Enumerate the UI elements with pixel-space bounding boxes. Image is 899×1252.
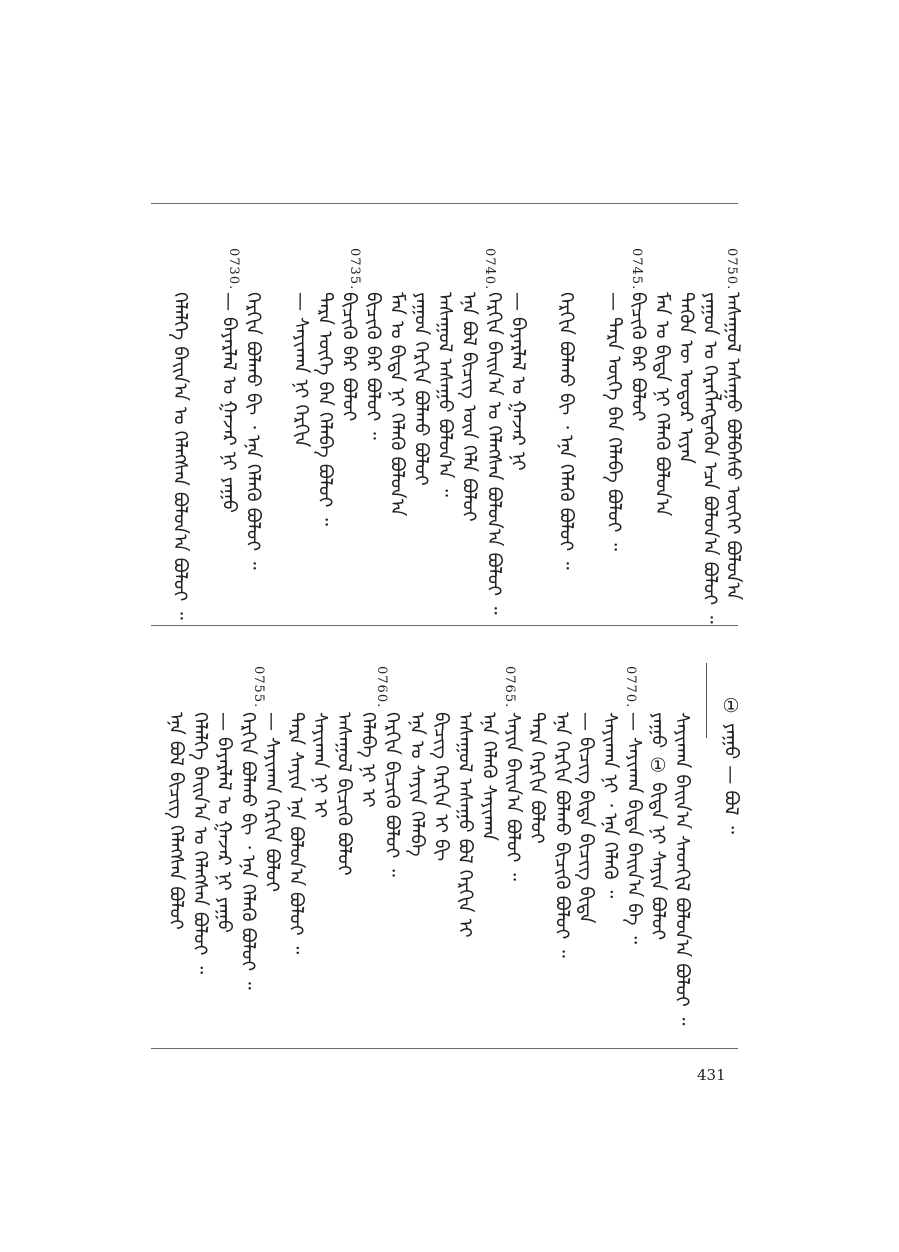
text-line: ᠰᠠᠶᠢᠬᠠᠨ ᠨᠢ ᠢ [309,712,331,819]
text-line: ᠲᠡᠷᠡ ᠬᠡᠷᠬᠢᠨ ᠪᠣᠯᠤᠢ [526,712,548,844]
line-number-0765: 0765. [502,666,517,709]
text-line: ᠬᠡᠯᠡᠯᠭᠡ ᠪᠠᠢᠨ᠎ᠠ ᠤ ᠬᠡᠯᠡᠭᠰᠡᠨ ᠪᠣᠯᠤᠢ ᠃ [189,712,211,974]
text-line: ᠮᠠᠨ ᠤ ᠪᠢᠳᠡ ᠨᠢ ᠬᠡᠯᠡᠬᠦ ᠪᠣᠯᠤᠨ᠎ᠠ [386,292,408,517]
text-line: ᠡᠨᠡ ᠪᠣᠯ ᠪᠢᠴᠢᠭ ᠬᠡᠯᠡᠭᠰᠡᠨ ᠪᠣᠯᠤᠢ [165,712,187,930]
text-line: ᠪᠢᠴᠢᠬᠦ ᠪᠡᠷ ᠪᠣᠯᠤᠢ [627,292,649,422]
text-line: ᠬᠡᠯᠡᠪᠡ ᠨᠢ ᠢ [357,712,379,808]
text-line: ᠶᠠᠭᠤᠨ ᠤ ᠬᠡᠷᠡᠭᠯᠡᠭᠳᠡᠬᠦᠨ ᠡᠴᠡ ᠪᠣᠯᠤᠨ᠎ᠠ ᠪᠣᠯᠤᠢ ᠃ [699,292,721,624]
text-line: — ᠰᠠᠶᠢᠬᠠᠨ ᠬᠡᠷᠬᠢᠨ ᠪᠣᠯᠤᠢ [261,712,283,893]
middle-rule [151,625,738,626]
text-line: ᠪᠢᠴᠢᠭ ᠬᠡᠷᠬᠢᠨ ᠢ ᠪᠢ [430,712,452,862]
text-line: ᠪᠢᠴᠢᠬᠦ ᠪᠡᠷ ᠪᠣᠯᠤᠢ ᠃ [362,292,384,440]
line-number-0755: 0755. [251,666,266,709]
text-line: ᠡᠨᠡ ᠤ ᠰᠠᠶᠢᠨ ᠬᠡᠯᠡᠪᠡ [406,712,428,857]
text-line: ᠬᠡᠷᠬᠢᠨ ᠪᠠᠢᠨ᠎ᠠ ᠤ ᠬᠡᠯᠡᠭᠰᠡᠨ ᠪᠣᠯᠤᠨ᠎ᠠ ᠪᠣᠯᠤᠢ ᠃ [483,292,505,615]
text-line: — ᠪᠠᠶᠠᠷᠯᠠᠯ ᠤ ᠭᠠᠵᠠᠷ ᠨᠢ [507,292,529,471]
line-number-0760: 0760. [374,666,389,709]
text-line: ᠬᠡᠯᠡᠯᠭᠡ ᠪᠠᠢᠨ᠎ᠠ ᠤ ᠬᠡᠯᠡᠭᠰᠡᠨ ᠪᠣᠯᠤᠨ᠎ᠠ ᠪᠣᠯᠤᠢ ᠃ [169,292,191,620]
text-line: ᠠᠰᠠᠭᠤᠯ ᠠᠰᠠᠭᠤ ᠪᠣᠯᠪᠠᠰᠤ ᠦᠭᠡᠢ ᠪᠣᠯᠤᠨ᠎ᠠ [722,292,744,601]
line-number-0730: 0730. [226,248,241,291]
text-line: ᠲᠡᠷᠡ ᠰᠠᠶᠢᠨ ᠡᠨᠡ ᠪᠣᠯᠤᠨ᠎ᠠ ᠪᠣᠯᠤᠢ ᠃ [285,712,307,955]
text-line: ᠰᠠᠶᠢᠨ ᠪᠠᠢᠨ᠎ᠠ ᠪᠣᠯᠤᠢ ᠃ [502,712,524,881]
text-line: ᠶᠠᠭᠤ ① ᠪᠢᠳᠡ ᠨᠢ ᠰᠠᠶᠢᠨ ᠪᠣᠯᠤᠢ [647,712,669,941]
text-line: — ᠲᠡᠷᠡ ᠦᠭᠡ ᠪᠠᠨ ᠬᠡᠯᠡᠪᠡ ᠪᠣᠯᠤᠢ ᠃ [603,292,625,551]
text-line: ᠬᠡᠷᠬᠢᠨ ᠪᠢᠴᠢᠬᠦ ᠪᠣᠯᠤᠢ ᠃ [381,712,403,877]
text-line: ᠡᠨᠡ ᠬᠡᠯᠡᠬᠦ ᠰᠠᠶᠢᠬᠠᠨ [478,712,500,841]
text-line: ᠪᠢᠴᠢᠬᠦ ᠪᠡᠷ ᠪᠣᠯᠤᠢ [338,292,360,422]
text-line: ᠡᠨᠡ ᠪᠣᠯ ᠪᠢᠴᠢᠭ᠌ ᠦᠨ ᠬᠡᠯᠡ ᠪᠣᠯᠤᠢ [458,292,480,522]
line-number-0735: 0735. [347,248,362,291]
line-number-0750: 0750. [724,248,739,291]
text-line: ᠠᠰᠠᠭᠤᠯ ᠠᠰᠠᠭᠤ ᠪᠣᠯᠤᠨ᠎ᠠ ᠃ [434,292,456,497]
text-line: ᠮᠠᠨ ᠤ ᠪᠢᠳᠡ ᠨᠢ ᠬᠡᠯᠡᠬᠦ ᠪᠣᠯᠤᠨ᠎ᠠ [651,292,673,517]
footnote-rule [706,663,707,738]
text-line: — ᠪᠢᠴᠢᠭ ᠪᠢᠳᠡ ᠪᠢᠴᠢᠭ ᠪᠢᠳᠡ [575,712,597,924]
text-line: ᠠᠰᠠᠭᠤᠯ ᠪᠢᠴᠢᠬᠦ ᠪᠣᠯᠤᠢ [333,712,355,876]
text-line: ᠡᠨᠡ ᠬᠡᠷᠬᠢᠨ ᠪᠣᠯᠬᠤ ᠪᠢᠴᠢᠬᠦ ᠪᠣᠯᠤᠢ ᠃ [551,712,573,958]
footnote-text: ① ᠶᠠᠭᠤ — ᠪᠣᠯ ᠃ [720,695,742,834]
text-line: ᠬᠡᠷᠬᠢᠨ ᠪᠣᠯᠬᠤ ᠪᠢ ᠂ ᠡᠨᠡ ᠬᠡᠯᠡᠬᠦ ᠪᠣᠯᠤᠢ ᠃ [237,712,259,990]
text-line: — ᠰᠠᠶᠢᠬᠠᠨ ᠨᠢ ᠬᠡᠷᠬᠢᠨ [290,292,312,448]
text-line: ᠬᠡᠷᠬᠢᠨ ᠪᠣᠯᠬᠤ ᠪᠢ ᠂ ᠡᠨᠡ ᠬᠡᠯᠡᠬᠦ ᠪᠣᠯᠤᠢ ᠃ [555,292,577,570]
text-line: ᠬᠡᠷᠬᠢᠨ ᠪᠣᠯᠬᠤ ᠪᠢ ᠂ ᠡᠨᠡ ᠬᠡᠯᠡᠬᠦ ᠪᠣᠯᠤᠢ ᠃ [242,292,264,570]
text-line: ᠰᠠᠶᠢᠬᠠᠨ ᠨᠢ ᠂ ᠡᠨᠡ ᠬᠡᠯᠡᠬᠦ ᠃ [599,712,621,899]
line-number-0740: 0740. [482,248,497,291]
text-line: — ᠪᠠᠶᠠᠷᠯᠠᠯ ᠤ ᠭᠠᠵᠠᠷ ᠨᠢ ᠶᠠᠭᠤ [218,292,240,513]
line-number-0770: 0770. [623,666,638,709]
page-number: 431 [697,1066,726,1084]
line-number-0745: 0745. [629,248,644,291]
text-line: — ᠰᠠᠶᠢᠬᠠᠨ ᠪᠢᠳᠡ ᠪᠠᠢᠨ᠎ᠠ ᠪᠠ ᠃ [623,712,645,945]
text-line: ᠰᠠᠶᠢᠬᠠᠨ ᠪᠠᠢᠨ᠎ᠠ ᠰᠡᠳᠬᠢᠯ ᠪᠣᠯᠤᠨ᠎ᠠ ᠪᠣᠯᠤᠢ ᠃ [671,712,693,1026]
text-line: ᠲᠡᠭᠦᠨ ᠦ ᠤᠳᠤᠷ ᠢᠶᠡᠨ [675,292,697,464]
text-line: — ᠪᠠᠶᠠᠷᠯᠠᠯ ᠤ ᠭᠠᠵᠠᠷ ᠨᠢ ᠶᠠᠭᠤ [213,712,235,933]
text-line: ᠶᠠᠭᠤᠨ ᠬᠡᠷᠬᠢᠨ ᠪᠣᠯᠬᠤ ᠪᠣᠯᠤᠢ [410,292,432,486]
bottom-rule [151,1048,738,1049]
text-line: ᠠᠰᠠᠭᠤᠯ ᠠᠰᠠᠭᠤ ᠪᠣᠯ ᠬᠡᠷᠬᠢᠨ ᠢ [454,712,476,938]
text-line: ᠲᠡᠷᠡ ᠦᠭᠡ ᠪᠠᠨ ᠬᠡᠯᠡᠪᠡ ᠪᠣᠯᠤᠢ ᠃ [314,292,336,526]
top-rule [151,203,738,204]
